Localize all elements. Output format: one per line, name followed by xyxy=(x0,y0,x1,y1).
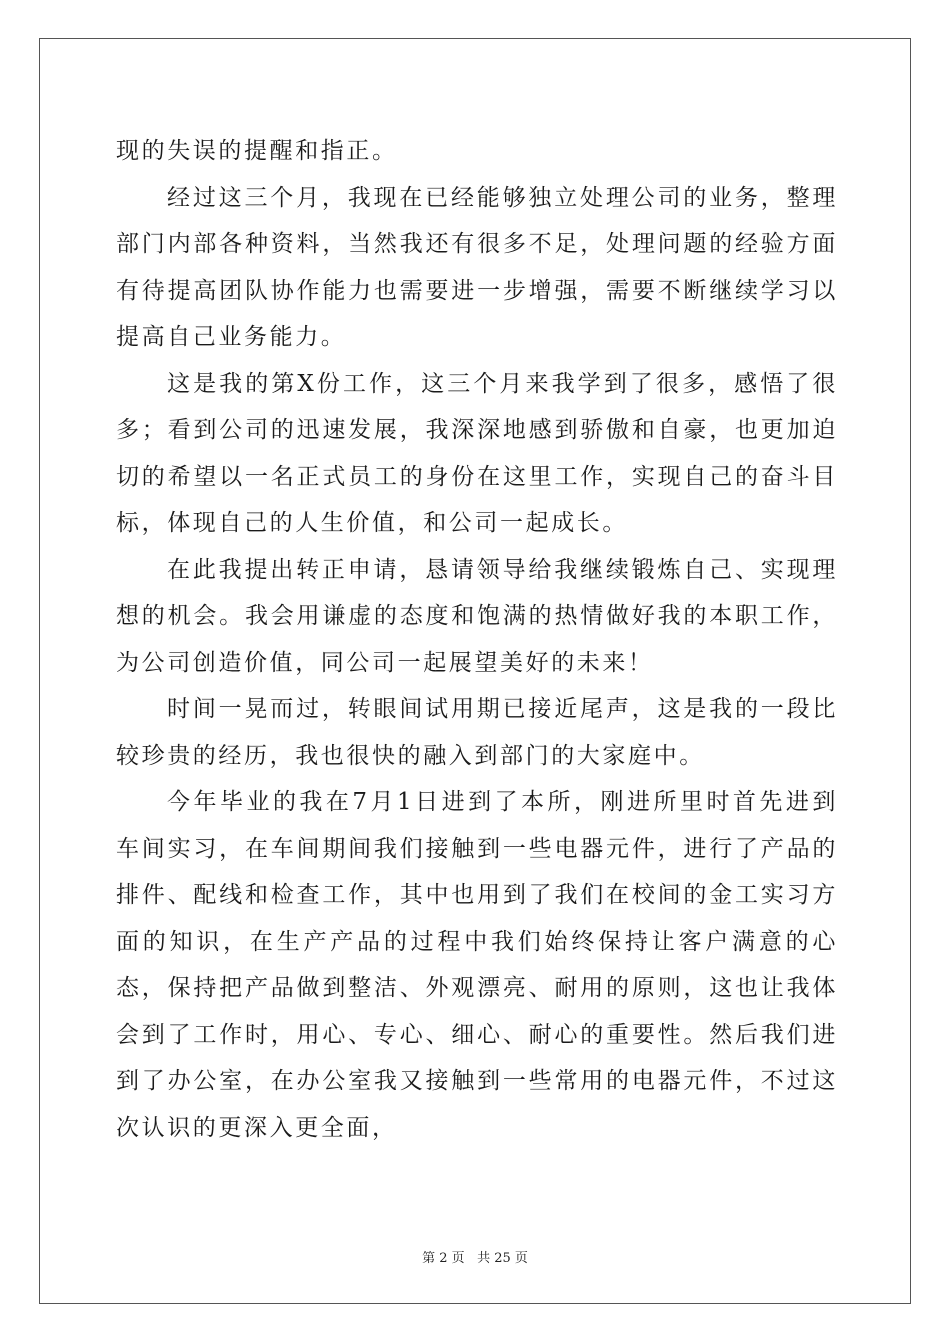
paragraph: 经过这三个月，我现在已经能够独立处理公司的业务，整理部门内部各种资料，当然我还有很多不足，处理问题的经验方面有待提高团队协作能力也需要进一步增强，需要不断继续学习以提高自己业务能力。 xyxy=(116,184,838,350)
paragraph: 现的失误的提醒和指正。 xyxy=(116,138,398,164)
document-body xyxy=(116,128,838,1151)
page-total: 共 25 页 xyxy=(477,1251,528,1266)
page-number: 第 2 页 xyxy=(422,1251,465,1266)
page-footer xyxy=(0,1247,950,1266)
paragraph: 今年毕业的我在7月1日进到了本所，刚进所里时首先进到车间实习，在车间期间我们接触到一些电器元件，进行了产品的排件、配线和检查工作，其中也用到了我们在校间的金工实习方面的知识，在生产产品的过程中我们始终保持让客户满意的心态，保持把产品做到整洁、外观漂亮、耐用的原则，这也让我体会到了工作时，用心、专心、细心、耐心的重要性。然后我们进到了办公室，在办公室我又接触到一些常用的电器元件，不过这次认识的更深入更全面， xyxy=(116,789,838,1141)
paragraph: 时间一晃而过，转眼间试用期已接近尾声，这是我的一段比较珍贵的经历，我也很快的融入到部门的大家庭中。 xyxy=(116,696,838,769)
paragraph: 这是我的第X份工作，这三个月来我学到了很多，感悟了很多；看到公司的迅速发展，我深深地感到骄傲和自豪，也更加迫切的希望以一名正式员工的身份在这里工作，实现自己的奋斗目标，体现自己的人生价值，和公司一起成长。 xyxy=(116,370,838,536)
paragraph: 在此我提出转正申请，恳请领导给我继续锻炼自己、实现理想的机会。我会用谦虚的态度和饱满的热情做好我的本职工作，为公司创造价值，同公司一起展望美好的未来！ xyxy=(116,556,838,676)
